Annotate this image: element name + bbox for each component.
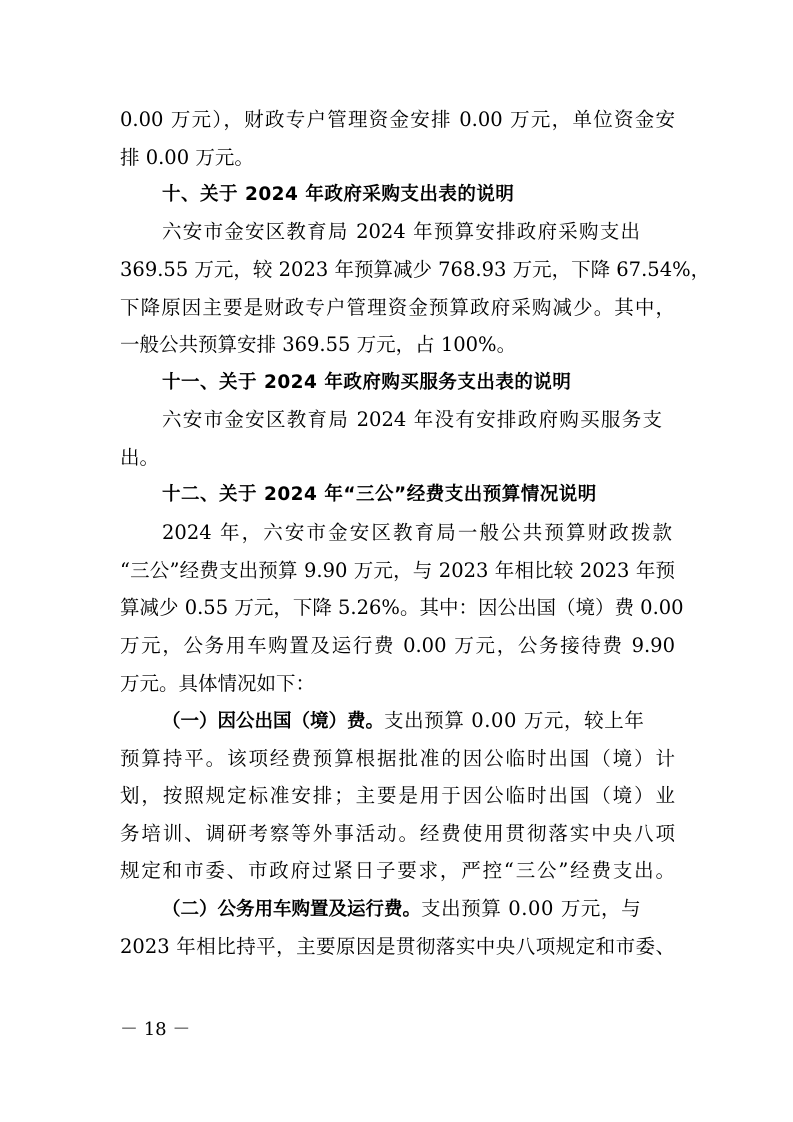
paragraph-line: 万元。具体情况如下：	[120, 672, 316, 695]
paragraph-line: 算减少 0.55 万元，下降 5.26%。其中：因公出国（境）费 0.00	[120, 596, 684, 619]
paragraph-line: 万元，公务用车购置及运行费 0.00 万元，公务接待费 9.90	[120, 634, 675, 657]
section-heading: 十一、关于 2024 年政府购买服务支出表的说明	[162, 372, 572, 393]
paragraph-line: 排 0.00 万元。	[120, 146, 254, 169]
paragraph-line: 2023 年相比持平，主要原因是贯彻落实中央八项规定和市委、	[120, 935, 675, 958]
paragraph-line: “三公”经费支出预算 9.90 万元，与 2023 年相比较 2023 年预	[120, 559, 675, 582]
subsection-title: （一）因公出国（境）费。	[162, 711, 385, 732]
paragraph-line: 下降原因主要是财政专户管理资金预算政府采购减少。其中，	[120, 296, 675, 319]
paragraph-line: 规定和市委、市政府过紧日子要求，严控“三公”经费支出。	[120, 859, 675, 882]
paragraph-line: 0.00 万元），财政专户管理资金安排 0.00 万元，单位资金安	[120, 108, 675, 131]
page-number: － 18 －	[120, 1019, 191, 1040]
section-heading: 十二、关于 2024 年“三公”经费支出预算情况说明	[162, 484, 597, 505]
paragraph-line: 预算持平。该项经费预算根据批准的因公临时出国（境）计	[120, 747, 675, 770]
paragraph-line: 出。	[120, 446, 160, 469]
paragraph-line: 一般公共预算安排 369.55 万元，占 100%。	[120, 333, 517, 356]
subsection-text: 支出预算 0.00 万元，较上年	[384, 709, 645, 732]
subsection-title: （二）公务用车购置及运行费。	[162, 899, 422, 920]
paragraph-line: 2024 年，六安市金安区教育局一般公共预算财政拨款	[162, 521, 672, 544]
subsection-text: 支出预算 0.00 万元，与	[421, 897, 642, 920]
paragraph-line: 务培训、调研考察等外事活动。经费使用贯彻落实中央八项	[120, 822, 675, 845]
subsection-line	[162, 707, 793, 736]
paragraph-line: 划，按照规定标准安排；主要是用于因公临时出国（境）业	[120, 784, 675, 807]
section-heading: 十、关于 2024 年政府采购支出表的说明	[162, 184, 515, 205]
paragraph-line: 369.55 万元，较 2023 年预算减少 768.93 万元，下降 67.54%，	[120, 258, 711, 281]
paragraph-line: 六安市金安区教育局 2024 年没有安排政府购买服务支	[162, 408, 662, 431]
paragraph-line: 六安市金安区教育局 2024 年预算安排政府采购支出	[162, 220, 640, 243]
subsection-line	[162, 895, 793, 924]
